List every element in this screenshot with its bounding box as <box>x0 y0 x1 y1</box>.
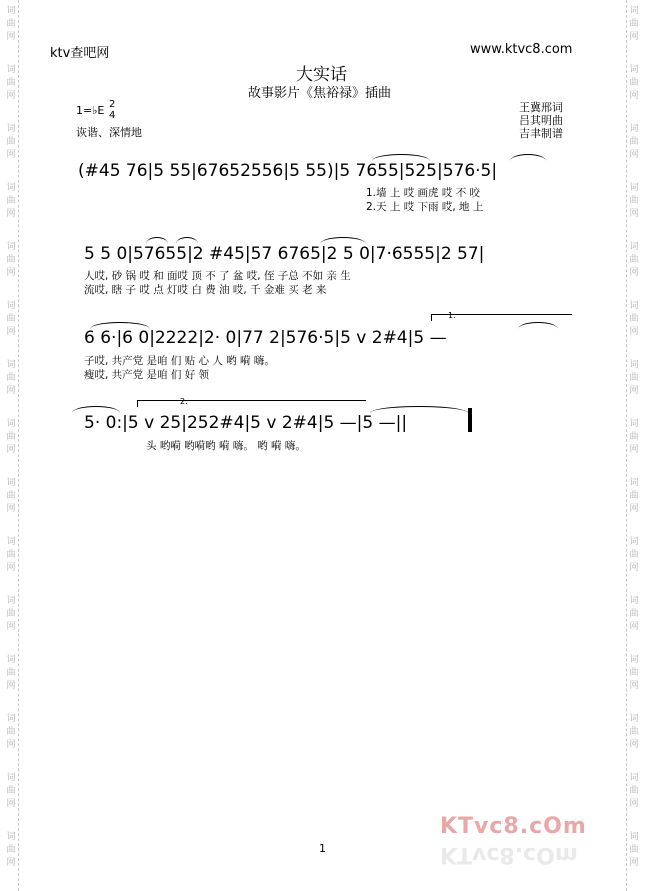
side-glyph: 曲 <box>629 727 639 737</box>
slur-mark <box>90 322 150 329</box>
side-glyph: 词 <box>6 596 16 606</box>
site-url-right: www.ktvc8.com <box>470 42 573 57</box>
side-glyph: 曲 <box>6 19 16 29</box>
side-glyph: 词 <box>629 714 639 724</box>
side-glyph: 网 <box>6 622 16 632</box>
side-glyph: 网 <box>6 91 16 101</box>
side-glyph: 词 <box>629 6 639 16</box>
side-glyph: 词 <box>629 596 639 606</box>
side-glyph: 网 <box>6 681 16 691</box>
side-glyph: 网 <box>629 268 639 278</box>
side-glyph: 词 <box>6 832 16 842</box>
side-glyph: 网 <box>629 445 639 455</box>
right-margin-strip <box>626 0 641 891</box>
site-name-left: ktv查吧网 <box>50 46 110 61</box>
side-glyph: 曲 <box>629 668 639 678</box>
side-glyph: 曲 <box>6 845 16 855</box>
side-glyph: 网 <box>629 32 639 42</box>
score-row-4-notes: 5· 0:|5 v 25|252#4|5 v 2#4|5 —|5 —|| <box>84 413 408 433</box>
side-glyph: 网 <box>629 386 639 396</box>
side-glyph: 曲 <box>629 432 639 442</box>
side-glyph: 曲 <box>629 550 639 560</box>
credit-transcriber: 吉聿制谱 <box>519 127 563 140</box>
volta-label-2: 2. <box>180 397 188 406</box>
side-glyph: 词 <box>629 124 639 134</box>
score-row-1-lyrics-verse-2: 2.天 上 哎 下雨 哎, 地 上 <box>366 201 484 213</box>
side-glyph: 词 <box>6 124 16 134</box>
volta-label-1: 1. <box>448 311 456 320</box>
side-glyph: 曲 <box>6 137 16 147</box>
side-glyph: 曲 <box>6 609 16 619</box>
time-signature-bottom: 4 <box>109 110 116 121</box>
side-glyph: 词 <box>629 419 639 429</box>
side-glyph: 曲 <box>6 255 16 265</box>
side-glyph: 词 <box>629 773 639 783</box>
side-glyph: 网 <box>629 209 639 219</box>
slur-mark <box>510 154 546 161</box>
side-glyph: 词 <box>6 65 16 75</box>
side-glyph: 曲 <box>629 196 639 206</box>
side-glyph: 网 <box>629 622 639 632</box>
watermark-logo-reflection: KTvc8.cOm <box>440 842 578 867</box>
side-glyph: 网 <box>6 799 16 809</box>
side-glyph: 网 <box>629 799 639 809</box>
score-row-4-lyrics: 头 哟嗬 哟嗬哟 嗬 嗨。 哟 嗬 嗨。 <box>146 440 306 452</box>
side-glyph: 曲 <box>629 786 639 796</box>
side-glyph: 曲 <box>6 727 16 737</box>
side-glyph: 词 <box>629 478 639 488</box>
score-row-3-lyrics-verse-2: 瘦哎, 共产党 是咱 们 好 领 <box>84 369 210 381</box>
left-margin-strip <box>4 0 19 891</box>
side-glyph: 曲 <box>629 137 639 147</box>
side-glyph: 曲 <box>629 491 639 501</box>
side-glyph: 曲 <box>6 432 16 442</box>
song-title: 大实话 <box>296 65 347 85</box>
side-glyph: 词 <box>6 714 16 724</box>
side-glyph: 网 <box>6 150 16 160</box>
side-glyph: 网 <box>629 91 639 101</box>
side-glyph: 词 <box>6 478 16 488</box>
side-glyph: 词 <box>6 773 16 783</box>
score-row-1-notes: (#45 76|5 55|67652556|5 55)|5 7655|525|576·5| <box>78 161 498 181</box>
side-glyph: 网 <box>6 209 16 219</box>
side-glyph: 词 <box>6 360 16 370</box>
slur-mark <box>320 237 366 244</box>
side-glyph: 网 <box>629 681 639 691</box>
side-glyph: 曲 <box>629 255 639 265</box>
side-glyph: 词 <box>629 832 639 842</box>
side-glyph: 词 <box>629 301 639 311</box>
song-subtitle: 故事影片《焦裕禄》插曲 <box>248 86 392 101</box>
side-glyph: 网 <box>629 327 639 337</box>
side-glyph: 词 <box>629 183 639 193</box>
volta-bracket-2 <box>137 400 366 407</box>
side-glyph: 曲 <box>6 78 16 88</box>
side-glyph: 曲 <box>6 314 16 324</box>
score-row-1-lyrics-verse-1: 1.墙 上 哎 画虎 哎 不 咬 <box>366 187 481 199</box>
side-glyph: 词 <box>6 655 16 665</box>
side-glyph: 词 <box>629 655 639 665</box>
final-barline <box>468 408 472 432</box>
side-glyph: 网 <box>629 740 639 750</box>
slur-mark <box>518 322 558 329</box>
slur-mark <box>72 406 120 413</box>
key-signature: 1=♭E <box>76 104 105 117</box>
side-glyph: 曲 <box>6 491 16 501</box>
side-glyph: 曲 <box>629 314 639 324</box>
side-glyph: 词 <box>6 6 16 16</box>
side-glyph: 词 <box>629 537 639 547</box>
slur-mark <box>370 406 468 413</box>
slur-mark <box>372 154 430 161</box>
side-glyph: 词 <box>629 65 639 75</box>
side-glyph: 词 <box>6 419 16 429</box>
side-glyph: 曲 <box>6 196 16 206</box>
side-glyph: 词 <box>6 242 16 252</box>
side-glyph: 网 <box>6 327 16 337</box>
side-glyph: 网 <box>6 504 16 514</box>
side-glyph: 网 <box>6 386 16 396</box>
score-row-3-notes: 6 6·|6 0|2222|2· 0|77 2|576·5|5 v 2#4|5 — <box>84 328 447 348</box>
side-glyph: 曲 <box>6 668 16 678</box>
side-glyph: 词 <box>629 242 639 252</box>
side-glyph: 网 <box>629 504 639 514</box>
side-glyph: 词 <box>6 183 16 193</box>
side-glyph: 网 <box>6 858 16 868</box>
page-number: 1 <box>319 842 326 855</box>
side-glyph: 网 <box>629 858 639 868</box>
expression-mark: 诙谐、深情地 <box>76 126 142 139</box>
credit-lyricist: 王冀邢词 <box>519 101 563 114</box>
watermark-logo: KTvc8.cOm <box>440 814 587 839</box>
side-glyph: 词 <box>629 360 639 370</box>
side-glyph: 网 <box>6 445 16 455</box>
side-glyph: 网 <box>629 150 639 160</box>
slur-mark <box>146 237 168 244</box>
side-glyph: 词 <box>6 537 16 547</box>
time-signature-top: 2 <box>109 99 116 110</box>
side-glyph: 网 <box>629 563 639 573</box>
score-row-2-lyrics-verse-2: 流哎, 瞎 子 哎 点 灯哎 白 费 油 哎, 千 金难 买 老 来 <box>84 284 327 296</box>
side-glyph: 词 <box>6 301 16 311</box>
credit-composer: 吕其明曲 <box>519 114 563 127</box>
side-glyph: 网 <box>6 563 16 573</box>
side-glyph: 网 <box>6 32 16 42</box>
side-glyph: 曲 <box>629 78 639 88</box>
side-glyph: 曲 <box>629 19 639 29</box>
side-glyph: 网 <box>6 740 16 750</box>
side-glyph: 曲 <box>629 373 639 383</box>
score-row-3-lyrics-verse-1: 子哎, 共产党 是咱 们 贴 心 人 哟 嗬 嗨。 <box>84 355 275 367</box>
side-glyph: 曲 <box>6 786 16 796</box>
side-glyph: 网 <box>6 268 16 278</box>
score-row-2-notes: 5 5 0|57655|2 #45|57 6765|2 5 0|7·6555|2 57| <box>84 244 485 264</box>
side-glyph: 曲 <box>629 609 639 619</box>
side-glyph: 曲 <box>6 373 16 383</box>
slur-mark <box>176 237 198 244</box>
score-row-2-lyrics-verse-1: 人哎, 砂 锅 哎 和 面哎 顶 不 了 盆 哎, 侄 子总 不如 亲 生 <box>84 270 351 282</box>
side-glyph: 曲 <box>6 550 16 560</box>
side-glyph: 曲 <box>629 845 639 855</box>
